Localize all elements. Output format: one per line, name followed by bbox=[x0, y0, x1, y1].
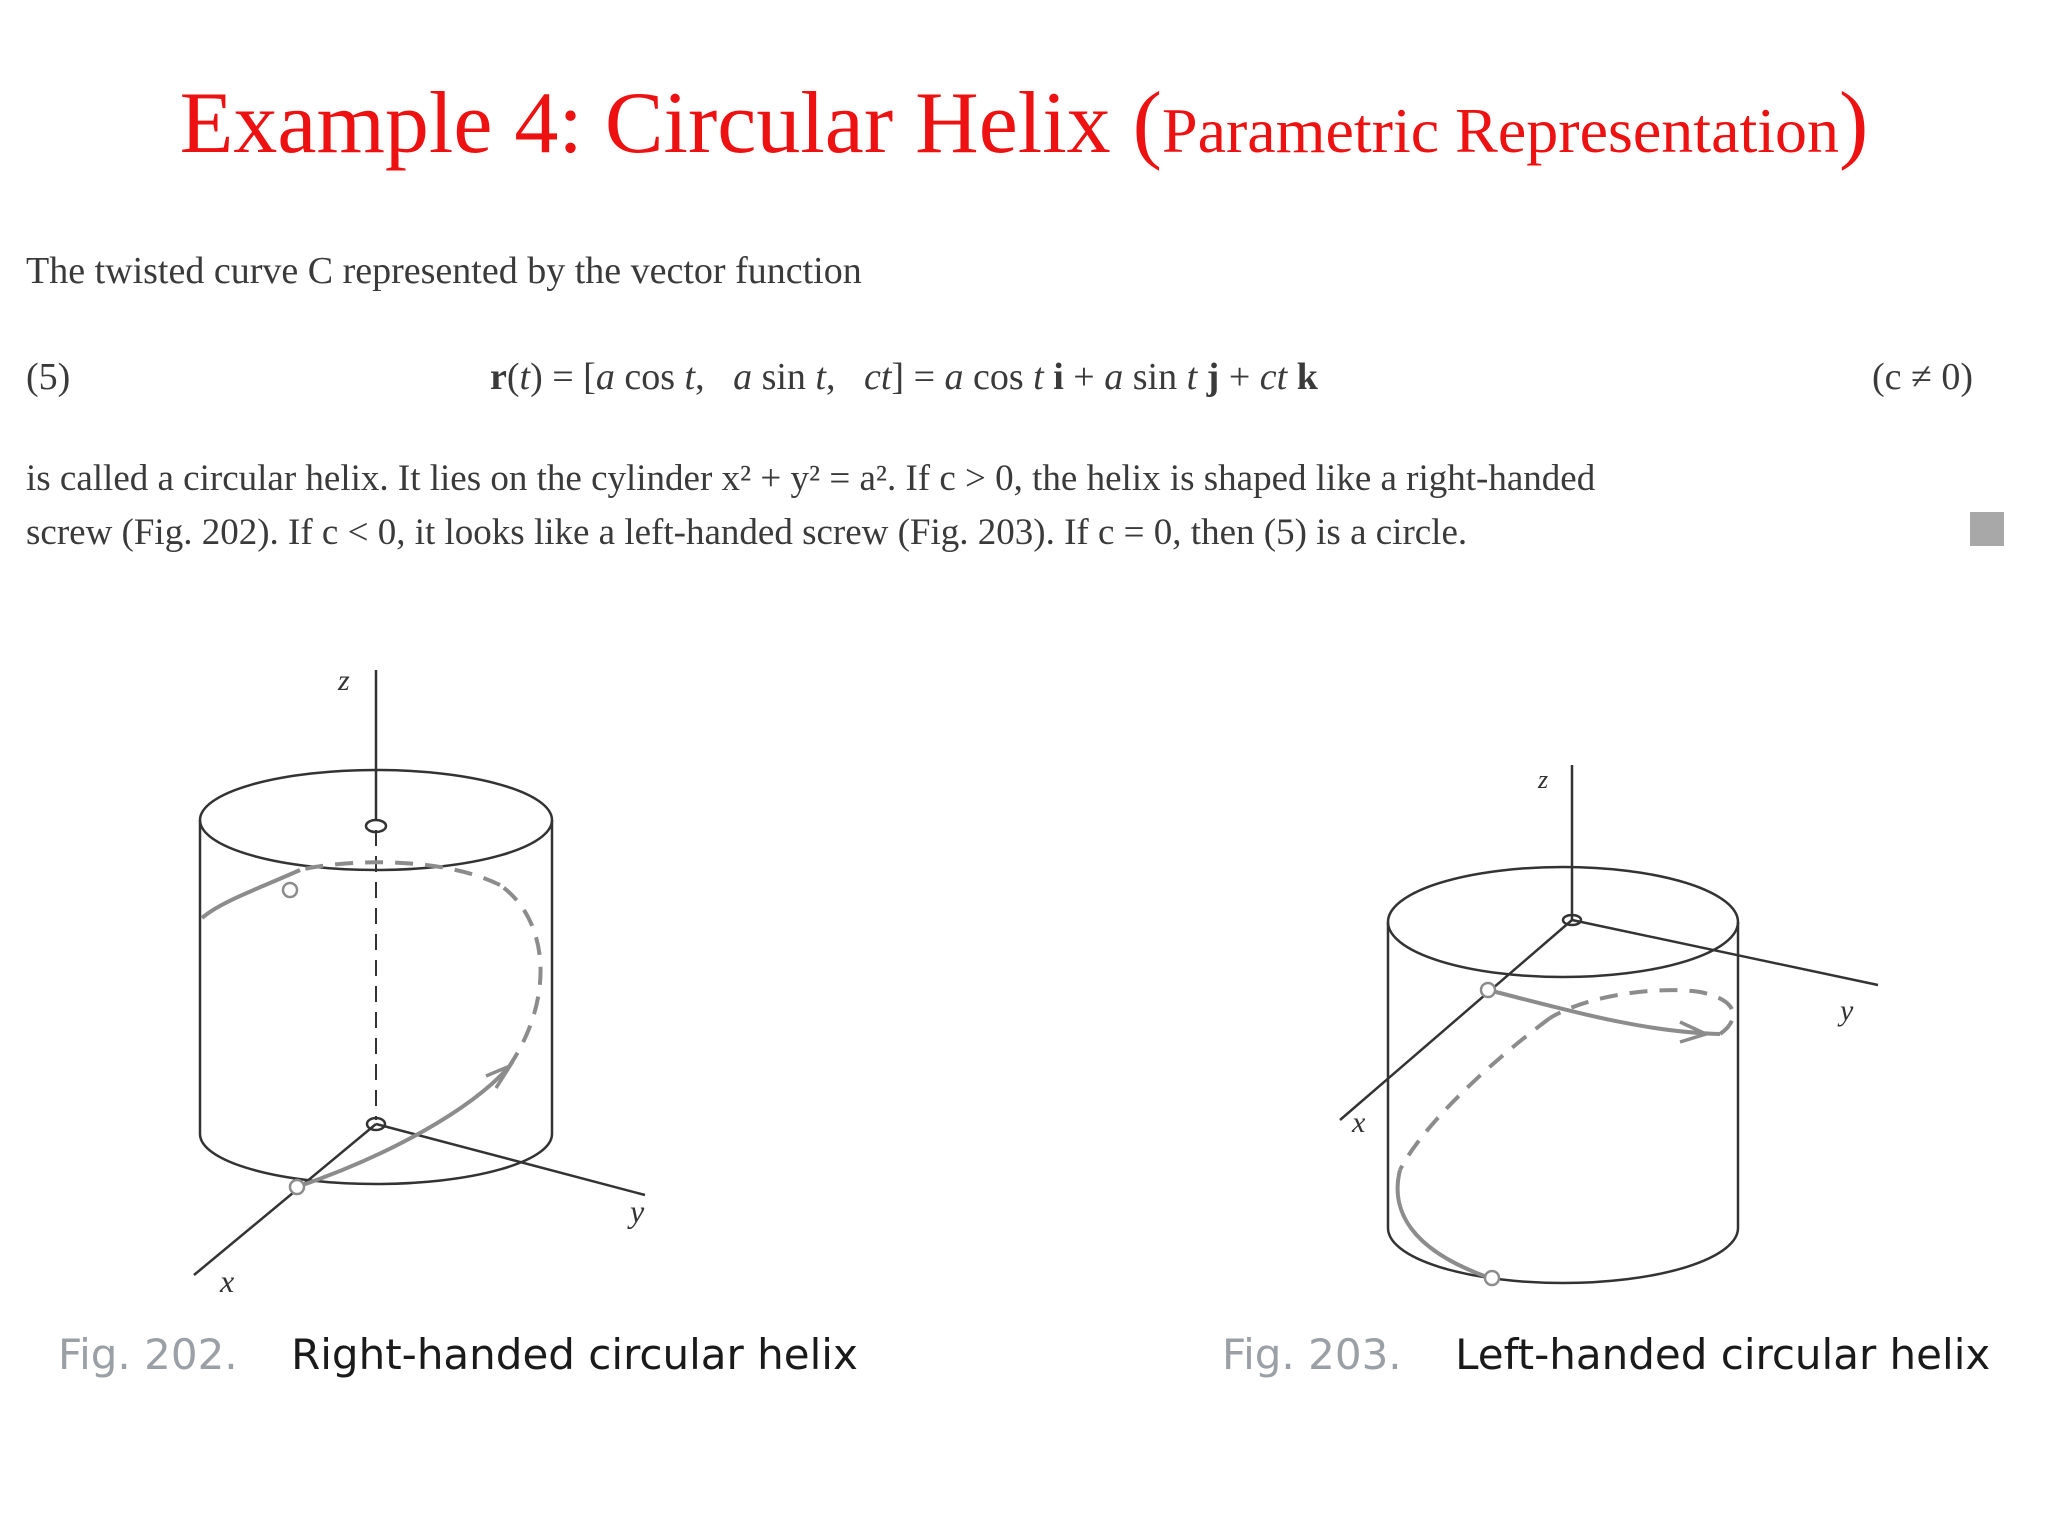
intro-text: The twisted curve C represented by the vector function bbox=[26, 250, 862, 292]
fig202-upper-point bbox=[283, 883, 297, 897]
fig203-number: Fig. 203. bbox=[1222, 1330, 1402, 1379]
equation-condition: (c ≠ 0) bbox=[1872, 356, 1974, 398]
fig202-x-label: x bbox=[220, 1263, 235, 1299]
fig202-y-label: y bbox=[630, 1193, 645, 1229]
end-of-example-mark bbox=[1970, 512, 2004, 546]
title-close-paren: ) bbox=[1839, 75, 1869, 172]
title-subtitle: Parametric Representation bbox=[1161, 95, 1840, 166]
fig202-x-axis bbox=[194, 1124, 376, 1275]
fig203-helix-front-lower bbox=[1398, 1170, 1490, 1278]
fig203-caption bbox=[1222, 1330, 1991, 1379]
fig203-y-label: y bbox=[1840, 994, 1854, 1027]
slide-title bbox=[0, 75, 2048, 172]
equation-formula: r(t) = [a cos t, a sin t, ct] = a cos t i + a sin t j + ct k bbox=[490, 356, 1318, 398]
paragraph-line-1: is called a circular helix. It lies on the cylinder x² + y² = a². If c > 0, the helix is shaped like a right-handed bbox=[26, 458, 1596, 499]
fig202-caption bbox=[58, 1330, 858, 1379]
fig202-z-label: z bbox=[338, 664, 350, 697]
fig202-cylinder-bottom-front bbox=[200, 1134, 552, 1184]
fig202-helix-front-lower bbox=[297, 1068, 508, 1187]
fig202-helix-back-top bbox=[300, 862, 500, 885]
fig203-x-axis bbox=[1340, 920, 1572, 1120]
fig203-caption-text: Left-handed circular helix bbox=[1455, 1330, 1991, 1379]
figure-203-left-handed-helix bbox=[1320, 750, 1940, 1310]
figure-202-right-handed-helix bbox=[140, 640, 760, 1320]
paragraph-line-2: screw (Fig. 202). If c < 0, it looks like a left-handed screw (Fig. 203). If c = 0, then (5) is a circle. bbox=[26, 512, 1468, 553]
title-main: Example 4: Circular Helix ( bbox=[179, 75, 1162, 172]
fig203-helix-back-lower bbox=[1400, 1018, 1550, 1170]
fig203-z-label: z bbox=[1538, 765, 1549, 794]
fig202-number: Fig. 202. bbox=[58, 1330, 238, 1379]
fig202-caption-text: Right-handed circular helix bbox=[291, 1330, 858, 1379]
fig202-start-point bbox=[290, 1180, 304, 1194]
equation-number: (5) bbox=[26, 356, 71, 398]
fig203-upper-point bbox=[1481, 983, 1495, 997]
fig202-helix-back bbox=[500, 885, 541, 1068]
fig203-bottom-point bbox=[1485, 1271, 1499, 1285]
fig203-x-label: x bbox=[1352, 1106, 1366, 1139]
